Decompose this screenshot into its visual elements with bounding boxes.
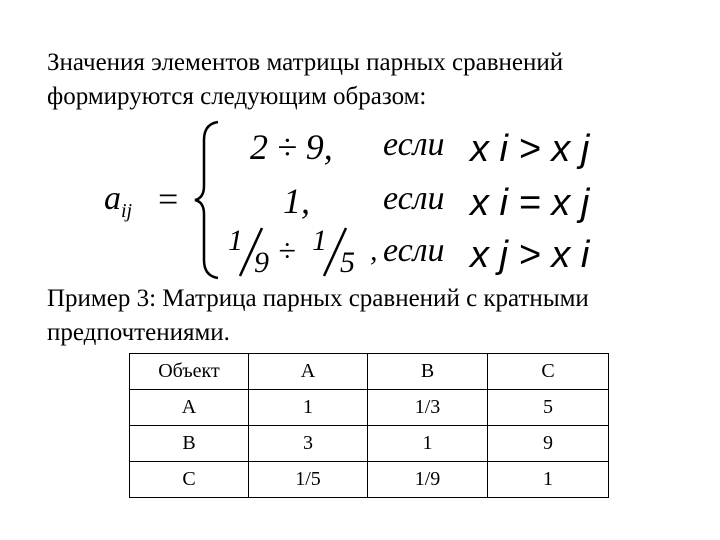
table-cell: 1 — [249, 390, 368, 426]
comparison-matrix-table — [129, 353, 609, 498]
case3-value — [218, 222, 368, 282]
example-paragraph: Пример 3: Матрица парных сравнений с кратными предпочтениями. — [47, 285, 589, 346]
header-cell: Объект — [130, 354, 249, 390]
table-row — [130, 462, 609, 498]
intro-paragraph: Значения элементов матрицы парных сравнений формируются следующим образом: — [47, 49, 564, 110]
table-cell: 1/9 — [368, 462, 488, 498]
table-cell: 3 — [249, 426, 368, 462]
table-cell: C — [130, 462, 249, 498]
case3-num1: 1 — [228, 224, 243, 257]
case1-condition: x i > x j — [470, 128, 590, 170]
case3-den2: 5 — [340, 246, 355, 279]
header-cell: C — [488, 354, 609, 390]
case3-condition: x j > x i — [470, 234, 590, 276]
case3-if: если — [383, 232, 445, 269]
table-row — [130, 426, 609, 462]
table-cell: 1 — [488, 462, 609, 498]
table-row — [130, 390, 609, 426]
case2-value: 1, — [283, 181, 310, 221]
case3-den1: 9 — [254, 246, 269, 279]
table-cell: 1 — [368, 426, 488, 462]
case3-comma: , — [370, 234, 378, 267]
table-cell: 1/5 — [249, 462, 368, 498]
case1-if: если — [383, 126, 445, 163]
table-cell: B — [130, 426, 249, 462]
header-cell: B — [368, 354, 488, 390]
case1-value: 2 ÷ 9, — [250, 127, 333, 167]
table-cell: 1/3 — [368, 390, 488, 426]
formula-equals: = — [158, 179, 179, 219]
header-cell: A — [249, 354, 368, 390]
case2-condition: x i = x j — [470, 182, 590, 224]
table-header-row — [130, 354, 609, 390]
table-cell: A — [130, 390, 249, 426]
case3-div: ÷ — [278, 232, 296, 268]
table-cell: 5 — [488, 390, 609, 426]
case3-num2: 1 — [312, 224, 327, 257]
case2-if: если — [383, 180, 445, 217]
formula-lhs: $a_{ij}$ — [104, 180, 133, 222]
table-cell: 9 — [488, 426, 609, 462]
